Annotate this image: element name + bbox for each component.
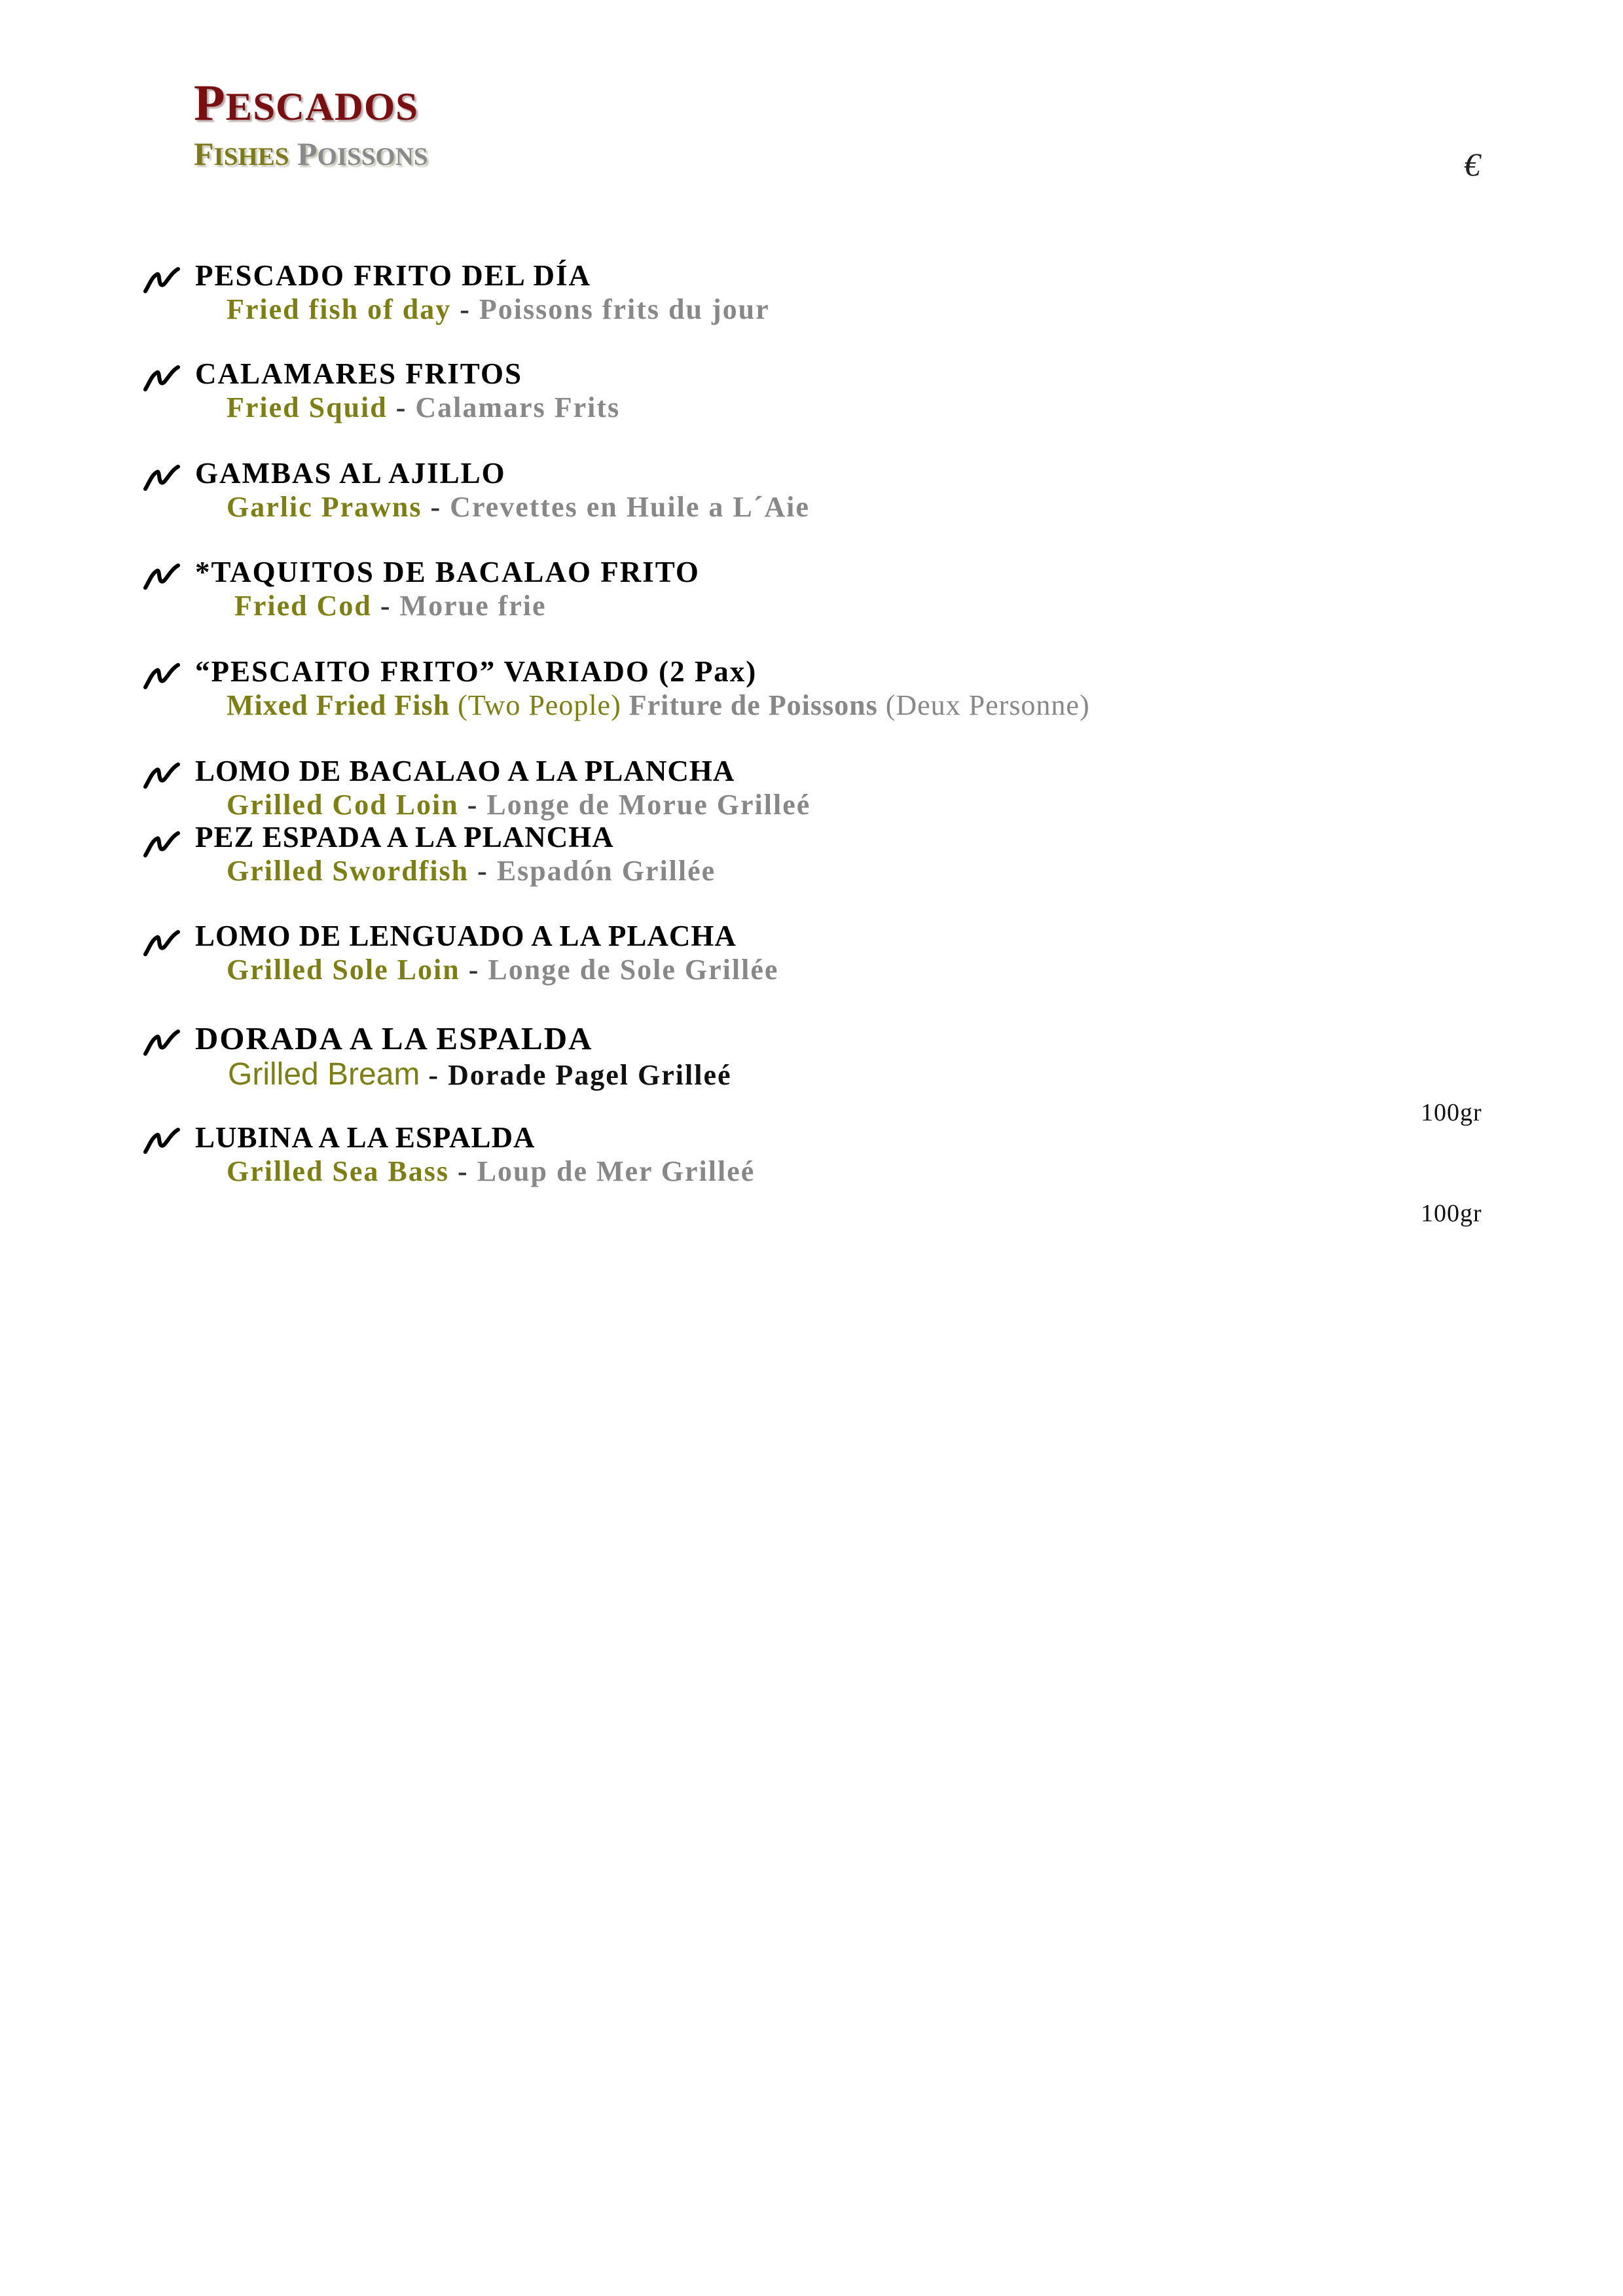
item-description <box>227 788 811 821</box>
item-description <box>227 293 770 326</box>
item-description <box>227 689 1090 722</box>
bullet-icon <box>143 829 181 858</box>
item-description <box>227 953 778 986</box>
item-french: Friture de Poissons <box>629 689 878 721</box>
bullet-icon <box>143 463 181 492</box>
item-english-note: (Two People) <box>450 689 629 721</box>
bullet-icon <box>143 928 181 957</box>
subtitle-french-rest: OISSONS <box>317 143 428 171</box>
item-name: *TAQUITOS DE BACALAO FRITO <box>195 556 700 588</box>
title-rest: ESCADOS <box>225 85 418 129</box>
item-name: LUBINA A LA ESPALDA <box>195 1121 536 1154</box>
item-english: Fried fish of day <box>227 293 452 325</box>
item-english: Garlic Prawns <box>227 491 422 523</box>
currency-symbol: € <box>1464 146 1480 183</box>
subtitle-english-rest: ISHES <box>213 143 289 171</box>
item-separator: - <box>449 1155 477 1187</box>
item-separator: - <box>420 1059 448 1091</box>
title-initial: P <box>194 74 226 131</box>
item-separator: - <box>458 789 487 821</box>
item-name: LOMO DE BACALAO A LA PLANCHA <box>195 755 735 787</box>
item-separator: - <box>371 590 400 622</box>
item-french: Poissons frits du jour <box>479 293 770 325</box>
item-french: Calamars Frits <box>415 391 621 423</box>
item-french: Longe de Morue Grilleé <box>486 789 811 821</box>
item-french: Longe de Sole Grillée <box>488 954 779 986</box>
item-name: GAMBAS AL AJILLO <box>195 457 506 490</box>
item-description <box>227 391 620 424</box>
item-separator: - <box>460 954 488 986</box>
page-subtitle <box>194 137 428 170</box>
item-english: Grilled Sole Loin <box>227 954 460 986</box>
price-unit: 100gr <box>1421 1200 1482 1227</box>
item-name: PESCADO FRITO DEL DÍA <box>195 259 592 292</box>
item-french: Morue frie <box>399 590 547 622</box>
bullet-icon <box>143 1126 181 1155</box>
subtitle-french-initial: P <box>297 135 318 172</box>
item-english: Grilled Swordfish <box>227 855 469 887</box>
item-description <box>227 1155 755 1188</box>
item-name: CALAMARES FRITOS <box>195 357 522 390</box>
item-english: Grilled Sea Bass <box>227 1155 450 1187</box>
bullet-icon <box>143 363 181 392</box>
item-description <box>227 854 716 888</box>
item-separator: - <box>469 855 497 887</box>
item-english: Mixed Fried Fish <box>227 689 450 721</box>
item-description <box>228 1056 732 1092</box>
bullet-icon <box>143 1028 181 1056</box>
bullet-icon <box>143 265 181 294</box>
subtitle-english-initial: F <box>194 135 214 172</box>
item-name: “PESCAITO FRITO” VARIADO (2 Pax) <box>195 655 757 688</box>
item-english: Fried Squid <box>227 391 388 423</box>
bullet-icon <box>143 661 181 690</box>
item-french: Loup de Mer Grilleé <box>477 1155 756 1187</box>
item-separator: - <box>422 491 450 523</box>
item-name: PEZ ESPADA A LA PLANCHA <box>195 821 614 853</box>
item-separator: - <box>387 391 416 423</box>
page-title <box>194 74 428 131</box>
menu-heading <box>194 74 428 172</box>
item-french-note: (Deux Personne) <box>877 689 1090 721</box>
item-description <box>234 589 547 622</box>
bullet-icon <box>143 761 181 789</box>
item-english: Grilled Cod Loin <box>227 789 459 821</box>
price-unit: 100gr <box>1421 1099 1482 1126</box>
item-description <box>227 490 810 524</box>
item-french: Dorade Pagel Grilleé <box>448 1059 732 1091</box>
item-french: Espadón Grillée <box>496 855 716 887</box>
item-name: DORADA A LA ESPALDA <box>195 1020 593 1056</box>
item-english: Grilled Bream <box>228 1057 420 1092</box>
item-french: Crevettes en Huile a L´Aie <box>450 491 810 523</box>
bullet-icon <box>143 562 181 590</box>
item-separator: - <box>451 293 479 325</box>
item-english: Fried Cod <box>234 590 372 622</box>
item-name: LOMO DE LENGUADO A LA PLACHA <box>195 920 737 952</box>
